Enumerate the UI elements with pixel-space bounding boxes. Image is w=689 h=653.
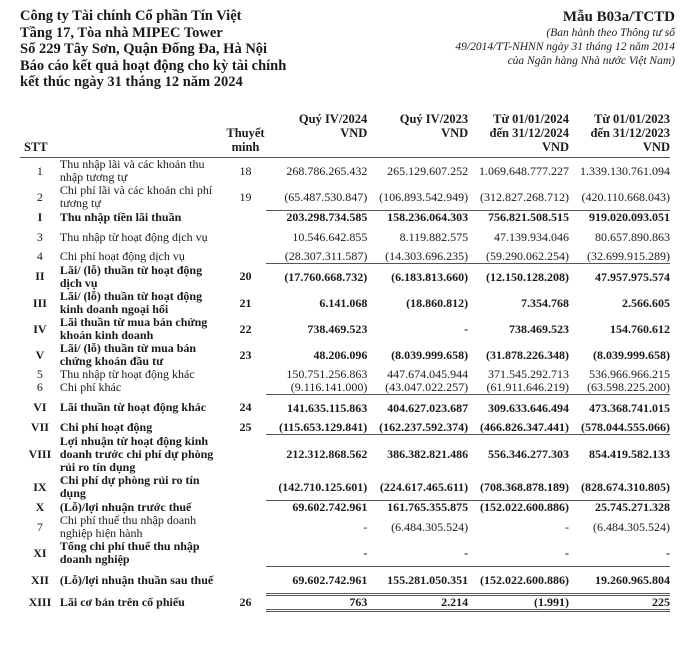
row-ytd-2023: 154.760.612	[610, 321, 670, 336]
row-note	[225, 501, 267, 515]
row-description: Thu nhập lãi và các khoản thu nhập tương tự	[59, 157, 205, 184]
row-ytd-2023: (8.039.999.658)	[593, 347, 670, 362]
row-q4-2024: 150.751.256.863	[286, 367, 368, 381]
row-q4-2023: -	[367, 540, 468, 567]
row-q4-2024: 738.469.523	[307, 321, 368, 336]
row-stt: VII	[30, 420, 49, 435]
row-q4-2023: 265.129.607.252	[387, 163, 469, 178]
row-q4-2024: 141.635.115.863	[286, 400, 368, 415]
row-description: Lãi/ (lỗ) thuần từ mua bán chứng khoán đầu tư	[59, 341, 197, 368]
row-stt: 2	[36, 189, 43, 204]
row-q4-2023: (6.484.305.524)	[391, 519, 469, 534]
row-description: Lãi thuần từ mua bán chứng khoán kinh doanh	[59, 315, 208, 342]
table-row	[20, 224, 670, 250]
row-q4-2023: (18.860.812)	[406, 295, 469, 310]
form-code: Mẫu B03a/TCTD	[562, 9, 675, 25]
row-ytd-2023: 25.745.271.328	[595, 500, 670, 514]
row-description: Chi phí hoạt động	[59, 420, 153, 435]
row-q4-2023: -	[464, 321, 469, 336]
row-q4-2024: (17.760.668.732)	[284, 269, 368, 284]
col-header-q4-2023	[367, 112, 468, 158]
row-description: Lãi/ (lỗ) thuần từ hoạt động kinh doanh ngoại hối	[59, 289, 203, 316]
table-row	[20, 211, 670, 225]
regulation-line: của Ngân hàng Nhà nước Việt Nam)	[507, 55, 675, 67]
row-ytd-2023: 19.260.965.804	[569, 567, 670, 595]
col-header-q4-2024-line2: VND	[340, 126, 368, 140]
row-stt: XII	[30, 573, 49, 587]
col-header-ytd-2023-line2: đến 31/12/2023	[590, 126, 670, 140]
row-q4-2024: 203.298.734.585	[286, 210, 368, 224]
row-stt: 6	[36, 380, 43, 395]
row-description: Chi phí dự phòng rủi ro tín dụng	[59, 473, 200, 501]
col-header-q4-2023-line2: VND	[441, 126, 469, 140]
row-stt: X	[35, 499, 45, 514]
row-ytd-2024: (1.991)	[468, 595, 569, 611]
row-stt: I	[37, 209, 43, 224]
row-q4-2023: (224.617.465.611)	[367, 474, 468, 501]
row-note: 20	[239, 269, 252, 284]
table-header-row	[20, 112, 670, 158]
row-ytd-2024: -	[468, 540, 569, 567]
table-row	[20, 290, 670, 316]
report-title-line2: kết thúc ngày 31 tháng 12 năm 2024	[20, 74, 243, 91]
row-ytd-2023: 225	[569, 595, 670, 611]
row-note: 24	[239, 400, 252, 415]
row-ytd-2024: 1.069.648.777.227	[479, 163, 570, 178]
table-row	[20, 395, 670, 422]
row-q4-2023: (8.039.999.658)	[391, 347, 469, 362]
row-description: Thu nhập từ hoạt động dịch vụ	[59, 229, 208, 244]
row-q4-2024: (28.307.311.587)	[266, 250, 367, 264]
table-row	[20, 595, 670, 611]
row-ytd-2023: 2.566.605	[622, 295, 670, 310]
row-note: 18	[239, 163, 252, 178]
table-row	[20, 316, 670, 342]
row-q4-2023: 447.674.045.944	[387, 367, 469, 381]
row-ytd-2024: (312.827.268.712)	[468, 184, 569, 211]
row-note	[225, 211, 267, 225]
row-note: 23	[239, 347, 252, 362]
row-description: Chi phí khác	[59, 380, 122, 395]
col-header-q4-2023-line1: Quý IV/2023	[399, 112, 469, 126]
row-stt: V	[35, 347, 45, 362]
col-header-note-line2: minh	[231, 140, 260, 154]
table-row	[20, 421, 670, 435]
row-stt: II	[35, 269, 45, 284]
row-note	[225, 474, 267, 501]
col-header-note	[225, 112, 267, 158]
row-ytd-2024: 7.354.768	[521, 295, 570, 310]
row-stt: IV	[33, 321, 47, 336]
table-row	[20, 567, 670, 595]
row-note	[225, 567, 267, 595]
company-name: Công ty Tài chính Cổ phần Tín Việt	[20, 8, 242, 24]
col-header-stt: STT	[24, 140, 48, 154]
row-q4-2024: 10.546.642.855	[292, 229, 368, 244]
row-ytd-2024: (152.022.600.886)	[480, 500, 570, 514]
report-title-line1: Báo cáo kết quả hoạt động cho kỳ tài chính	[20, 57, 287, 74]
row-q4-2024: 69.602.742.961	[292, 500, 368, 514]
table-row	[20, 342, 670, 368]
row-ytd-2024: (708.368.878.189)	[468, 474, 569, 501]
row-q4-2024: (142.710.125.601)	[266, 474, 367, 501]
row-ytd-2024: (59.290.062.254)	[468, 250, 569, 264]
table-row	[20, 264, 670, 291]
row-description: Thu nhập từ hoạt động khác	[59, 367, 195, 381]
row-q4-2023: (162.237.592.374)	[367, 421, 468, 435]
row-ytd-2024: (31.878.226.348)	[486, 347, 570, 362]
row-note	[225, 224, 267, 250]
table-row	[20, 184, 670, 211]
row-note	[225, 381, 267, 395]
row-description: Lãi thuần từ hoạt động khác	[59, 400, 207, 415]
row-stt: 4	[36, 249, 43, 264]
col-header-ytd-2024-line3: VND	[541, 140, 570, 154]
row-q4-2024: (115.653.129.841)	[266, 421, 367, 435]
row-ytd-2023: -	[569, 540, 670, 567]
company-header	[20, 8, 286, 91]
row-ytd-2023: 473.368.741.015	[589, 400, 670, 415]
table-row	[20, 158, 670, 185]
row-description: Thu nhập tiền lãi thuần	[59, 209, 182, 224]
row-ytd-2024: 371.545.292.713	[488, 367, 570, 381]
row-ytd-2023: 919.020.093.051	[589, 210, 670, 224]
row-ytd-2024: 47.139.934.046	[494, 229, 570, 244]
row-q4-2023: (6.183.813.660)	[391, 269, 469, 284]
col-header-ytd-2023-line3: VND	[642, 140, 670, 154]
row-note	[225, 540, 267, 567]
row-ytd-2023: (6.484.305.524)	[593, 519, 670, 534]
row-ytd-2024: (12.150.128.208)	[486, 269, 570, 284]
row-note: 19	[239, 189, 252, 204]
row-description: Chi phí hoạt động dịch vụ	[59, 249, 185, 264]
row-q4-2024: (9.116.141.000)	[266, 381, 367, 395]
row-ytd-2024: 309.633.646.494	[488, 400, 570, 415]
company-address: Số 229 Tây Sơn, Quận Đống Đa, Hà Nội	[20, 41, 268, 58]
row-q4-2023: 404.627.023.687	[387, 400, 469, 415]
row-ytd-2023: (828.674.310.805)	[569, 474, 670, 501]
row-note: 25	[239, 420, 252, 435]
regulation-note	[455, 26, 675, 68]
col-header-ytd-2024-line1: Từ 01/01/2024	[493, 112, 570, 126]
col-header-ytd-2023-line1: Từ 01/01/2023	[594, 112, 670, 126]
row-description: Chi phí thuế thu nhập doanh nghiệp hiện hành	[59, 513, 197, 540]
row-q4-2023: 155.281.050.351	[367, 567, 468, 595]
row-note: 26	[239, 595, 252, 609]
row-q4-2024: 48.206.096	[313, 347, 368, 362]
row-ytd-2024: (61.911.646.219)	[468, 381, 569, 395]
col-header-q4-2024-line1: Quý IV/2024	[298, 112, 368, 126]
row-stt: XIII	[28, 595, 52, 609]
row-ytd-2023: 1.339.130.761.094	[580, 163, 670, 178]
table-row	[20, 501, 670, 515]
row-q4-2024: 69.602.742.961	[266, 567, 367, 595]
row-q4-2023: (43.047.022.257)	[367, 381, 468, 395]
row-stt: VI	[33, 400, 47, 415]
row-note: 22	[239, 321, 252, 336]
row-ytd-2024: (466.826.347.441)	[468, 421, 569, 435]
row-note: 21	[239, 295, 252, 310]
row-description: Lợi nhuận từ hoạt động kinh doanh trước chi phí dự phòng rủi ro tín dụng	[59, 433, 214, 474]
row-stt: III	[32, 295, 47, 310]
row-q4-2024: 763	[266, 595, 367, 611]
row-ytd-2024: -	[565, 519, 570, 534]
row-ytd-2023: 47.957.975.574	[595, 269, 670, 284]
row-q4-2023: 161.765.355.875	[387, 500, 469, 514]
company-floor: Tầng 17, Tòa nhà MIPEC Tower	[20, 24, 223, 41]
row-ytd-2023: (63.598.225.200)	[569, 381, 670, 395]
table-row	[20, 514, 670, 540]
row-note	[225, 435, 267, 475]
row-description: Lãi/ (lỗ) thuần từ hoạt động dịch vụ	[59, 262, 203, 290]
row-ytd-2024: 756.821.508.515	[488, 210, 570, 224]
row-ytd-2023: (32.699.915.289)	[569, 250, 670, 264]
table-row	[20, 250, 670, 264]
row-ytd-2023: 80.657.890.863	[595, 229, 670, 244]
row-stt: 5	[36, 367, 43, 381]
row-note	[225, 514, 267, 540]
row-description: Lãi cơ bản trên cổ phiếu	[59, 595, 185, 609]
table-row	[20, 474, 670, 501]
table-row	[20, 435, 670, 475]
row-q4-2023: 158.236.064.303	[387, 210, 469, 224]
row-description: Tổng chi phí thuế thu nhập doanh nghiệp	[59, 539, 200, 567]
row-stt: 3	[36, 229, 43, 244]
row-q4-2023: 2.214	[367, 595, 468, 611]
row-note	[225, 368, 267, 381]
row-stt: XI	[33, 545, 47, 560]
row-q4-2023: 386.382.821.486	[387, 447, 469, 461]
income-statement-table	[20, 112, 670, 612]
row-q4-2023: (106.893.542.949)	[367, 184, 468, 211]
row-note	[225, 250, 267, 264]
form-header	[455, 8, 675, 68]
row-description: Chi phí lãi và các khoản chi phí tương tự	[59, 183, 213, 211]
row-q4-2024: 268.786.265.432	[286, 163, 368, 178]
row-description: (Lỗ)/lợi nhuận trước thuế	[59, 499, 192, 514]
row-description: (Lỗ)/lợi nhuận thuần sau thuế	[59, 573, 214, 587]
row-stt: IX	[33, 479, 47, 494]
row-q4-2024: 6.141.068	[319, 295, 368, 310]
row-q4-2024: -	[266, 540, 367, 567]
row-ytd-2024: 556.346.277.303	[488, 447, 570, 461]
row-q4-2023: (14.303.696.235)	[367, 250, 468, 264]
table-row	[20, 381, 670, 395]
regulation-line: 49/2014/TT-NHNN ngày 31 tháng 12 năm 2014	[455, 41, 675, 53]
row-ytd-2023: 854.419.582.133	[589, 447, 670, 461]
col-header-q4-2024	[266, 112, 367, 158]
row-q4-2024: 212.312.868.562	[286, 447, 368, 461]
col-header-ytd-2024	[468, 112, 569, 158]
row-ytd-2023: (578.044.555.066)	[569, 421, 670, 435]
row-ytd-2024: (152.022.600.886)	[468, 567, 569, 595]
col-header-ytd-2023	[569, 112, 670, 158]
row-q4-2024: (65.487.530.847)	[266, 184, 367, 211]
regulation-line: (Ban hành theo Thông tư số	[546, 27, 675, 39]
row-stt: VIII	[28, 446, 52, 461]
row-stt: 1	[36, 163, 43, 178]
table-row	[20, 540, 670, 567]
row-q4-2024: -	[363, 519, 368, 534]
row-ytd-2024: 738.469.523	[509, 321, 570, 336]
row-q4-2023: 8.119.882.575	[399, 229, 469, 244]
row-stt: 7	[36, 519, 43, 534]
col-header-description	[60, 112, 225, 158]
col-header-note-line1: Thuyết	[226, 126, 265, 140]
col-header-ytd-2024-line2: đến 31/12/2024	[489, 126, 570, 140]
row-ytd-2023: 536.966.966.215	[589, 367, 670, 381]
row-ytd-2023: (420.110.668.043)	[569, 184, 670, 211]
